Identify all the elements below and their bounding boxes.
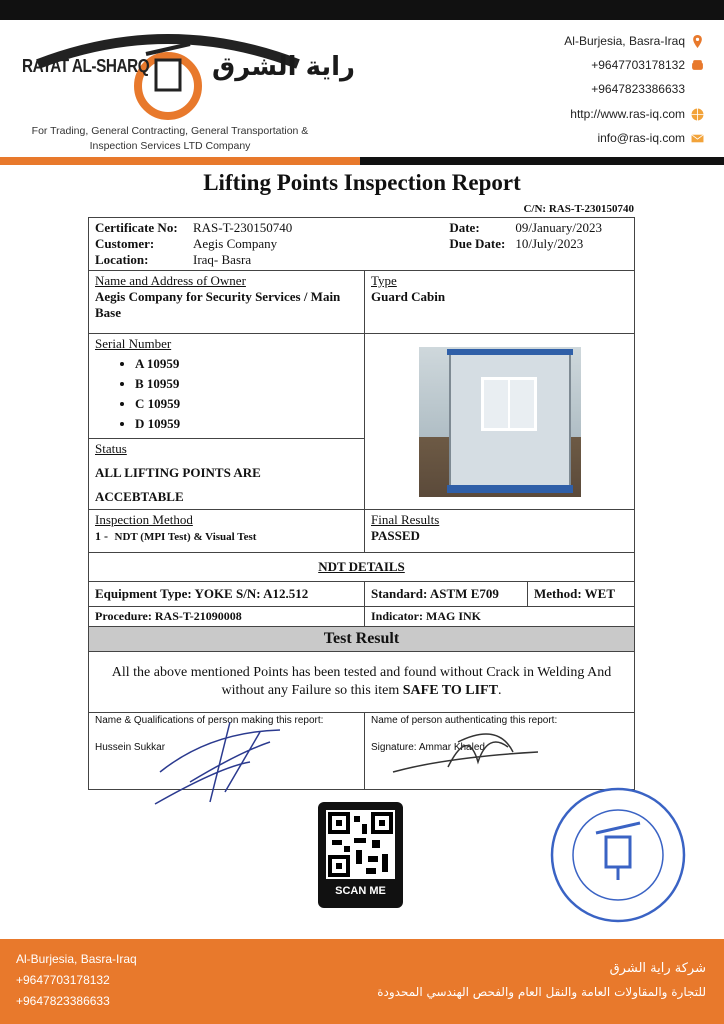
contact-address: Al-Burjesia, Basra-Iraq xyxy=(564,34,704,48)
company-name-en: RAYAT AL-SHARQ xyxy=(22,56,150,76)
status-value-1: ALL LIFTING POINTS ARE xyxy=(95,465,261,480)
footer-address: Al-Burjesia, Basra-Iraq xyxy=(16,952,137,966)
status-cell xyxy=(89,439,365,510)
contact-phone-1: +9647703178132 xyxy=(591,58,704,72)
method-cell xyxy=(89,510,365,553)
cn-number: C/N: RAS-T-230150740 xyxy=(523,203,634,215)
due-date-label: Due Date: xyxy=(449,236,506,251)
person-making-value: Hussein Sukkar xyxy=(95,742,166,753)
due-date-value: 10/July/2023 xyxy=(515,236,584,251)
method-wet-cell: Method: WET xyxy=(528,582,635,607)
serial-item: • C 10959 xyxy=(135,396,358,412)
test-result-text-cell: All the above mentioned Points has been tested and found without Crack in Welding And without any Failure so this item SAFE TO LIFT. xyxy=(89,652,635,713)
certificate-value: RAS-T-230150740 xyxy=(193,220,293,235)
person-authenticating-value: Signature: Ammar Khaled xyxy=(371,742,485,753)
top-bar xyxy=(0,0,724,20)
header-band-orange xyxy=(0,157,360,165)
company-tagline: For Trading, General Contracting, General Transportation & Inspection Services LTD Company xyxy=(31,125,309,152)
serial-item: • D 10959 xyxy=(135,416,358,432)
location-label: Location: xyxy=(95,252,149,267)
footer-phone-1: +9647703178132 xyxy=(16,973,110,987)
mail-icon xyxy=(691,132,704,145)
owner-cell xyxy=(89,271,365,334)
serial-list xyxy=(95,356,358,432)
date-value: 09/January/2023 xyxy=(515,220,602,235)
person-authenticating-label: Name of person authenticating this report: xyxy=(371,715,558,726)
date-label: Date: xyxy=(449,220,480,235)
globe-icon xyxy=(691,108,704,121)
photo-cell xyxy=(365,334,635,510)
report-table xyxy=(88,217,635,790)
ndt-title-cell xyxy=(89,553,635,582)
type-label: Type xyxy=(371,273,397,288)
company-name-ar: راية الشرق xyxy=(212,52,356,82)
customer-value: Aegis Company xyxy=(193,236,278,251)
type-value: Guard Cabin xyxy=(371,289,446,304)
serial-item: • B 10959 xyxy=(135,376,358,392)
footer-tagline-ar: للتجارة والمقاولات العامة والنقل العام والفحص الهندسي المحدودة xyxy=(377,985,706,999)
company-stamp xyxy=(548,785,688,925)
type-cell xyxy=(365,271,635,334)
scan-me-label: SCAN ME xyxy=(335,885,386,897)
serial-label: Serial Number xyxy=(95,336,172,351)
method-number: 1 - xyxy=(95,529,108,543)
contact-email[interactable]: info@ras-iq.com xyxy=(597,131,704,145)
indicator-cell: Indicator: MAG INK xyxy=(365,607,635,627)
ndt-title: NDT DETAILS xyxy=(318,559,405,574)
status-label: Status xyxy=(95,441,127,456)
test-result-title: Test Result xyxy=(323,630,400,647)
safe-to-lift: SAFE TO LIFT xyxy=(402,683,498,698)
owner-value: Aegis Company for Security Services / Main Base xyxy=(95,289,341,320)
signature-hussein xyxy=(150,712,290,807)
contact-website[interactable]: http://www.ras-iq.com xyxy=(570,107,704,121)
location-value: Iraq- Basra xyxy=(193,252,252,267)
customer-label: Customer: xyxy=(95,236,155,251)
header-band-black xyxy=(360,157,724,165)
location-pin-icon xyxy=(691,35,704,48)
footer-company-ar: شركة راية الشرق xyxy=(609,961,706,976)
footer-phone-2: +9647823386633 xyxy=(16,994,110,1008)
certificate-label: Certificate No: xyxy=(95,220,178,235)
method-label: Inspection Method xyxy=(95,512,193,527)
serial-item: • A 10959 xyxy=(135,356,358,372)
report-title: Lifting Points Inspection Report xyxy=(203,170,521,195)
status-value-2: ACCEBTABLE xyxy=(95,489,184,504)
standard-cell: Standard: ASTM E709 xyxy=(365,582,528,607)
owner-label: Name and Address of Owner xyxy=(95,273,246,288)
method-value: NDT (MPI Test) & Visual Test xyxy=(114,531,257,543)
procedure-cell: Procedure: RAS-T-21090008 xyxy=(89,607,365,627)
signature-ammar xyxy=(388,722,543,782)
qr-pattern xyxy=(326,810,395,879)
test-result-text: All the above mentioned Points has been tested and found without Crack in Welding And without any Failure so this item xyxy=(111,665,612,698)
contact-phone-2: +9647823386633 xyxy=(591,82,685,96)
equipment-cell: Equipment Type: YOKE S/N: A12.512 xyxy=(89,582,365,607)
final-results-value: PASSED xyxy=(371,528,420,543)
test-result-header xyxy=(89,627,635,652)
final-results-cell xyxy=(365,510,635,553)
qr-code[interactable] xyxy=(318,802,403,908)
phone-icon xyxy=(691,59,704,72)
certificate-section xyxy=(89,218,635,271)
person-making-label: Name & Qualifications of person making this report: xyxy=(95,715,324,726)
serial-cell xyxy=(89,334,365,439)
final-results-label: Final Results xyxy=(371,512,440,527)
guard-cabin-photo xyxy=(419,347,581,497)
